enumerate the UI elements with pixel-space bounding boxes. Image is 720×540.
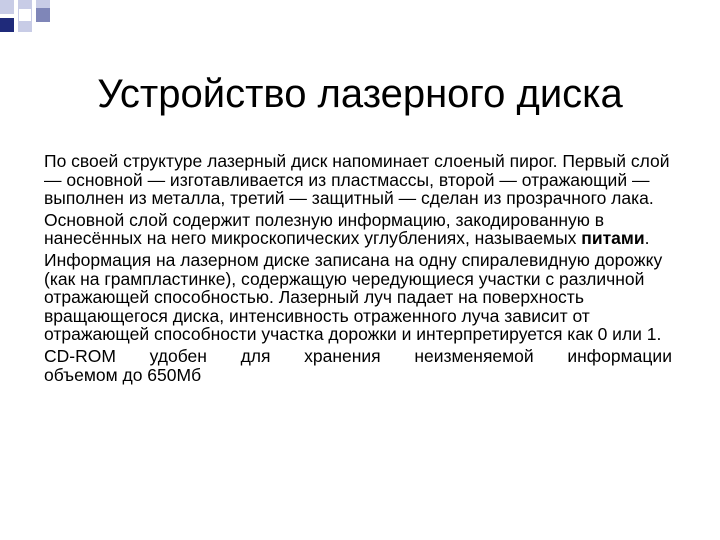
paragraph-pits	[44, 211, 672, 248]
cdrom-line-1: CD-ROM удобен для хранения неизменяемой информации	[44, 345, 672, 366]
slide-body	[44, 152, 672, 387]
deco-square	[0, 0, 14, 14]
deco-square	[0, 18, 14, 32]
deco-square	[36, 8, 50, 22]
corner-decoration	[0, 0, 60, 40]
pits-text-after: .	[644, 228, 650, 249]
deco-square	[18, 8, 32, 22]
paragraph-layers: По своей структуре лазерный диск напоминает слоеный пирог. Первый слой — основной — изготавливается из пластмассы, второй — отражающий — выполнен из металла, третий — защитный — сделан из прозрачного лака.	[44, 151, 670, 209]
paragraph-cdrom	[44, 347, 672, 384]
cdrom-line-2: объемом до 650Мб	[44, 364, 202, 385]
slide-title: Устройство лазерного диска	[97, 72, 623, 116]
pits-text-before: Основной слой содержит полезную информацию, закодированную в нанесённых на него микроскопических углублениях, называемых	[44, 209, 605, 249]
pits-term: питами	[581, 228, 645, 249]
paragraph-track: Информация на лазерном диске записана на одну спиралевидную дорожку (как на грампластинке), содержащую чередующиеся участки с различной отражающей способностью. Лазерный луч падает на поверхность вращающегося диска, интенсивность отраженного луча зависит от отражающей способности участка дорожки и интерпретируется как 0 или 1.	[44, 249, 663, 345]
